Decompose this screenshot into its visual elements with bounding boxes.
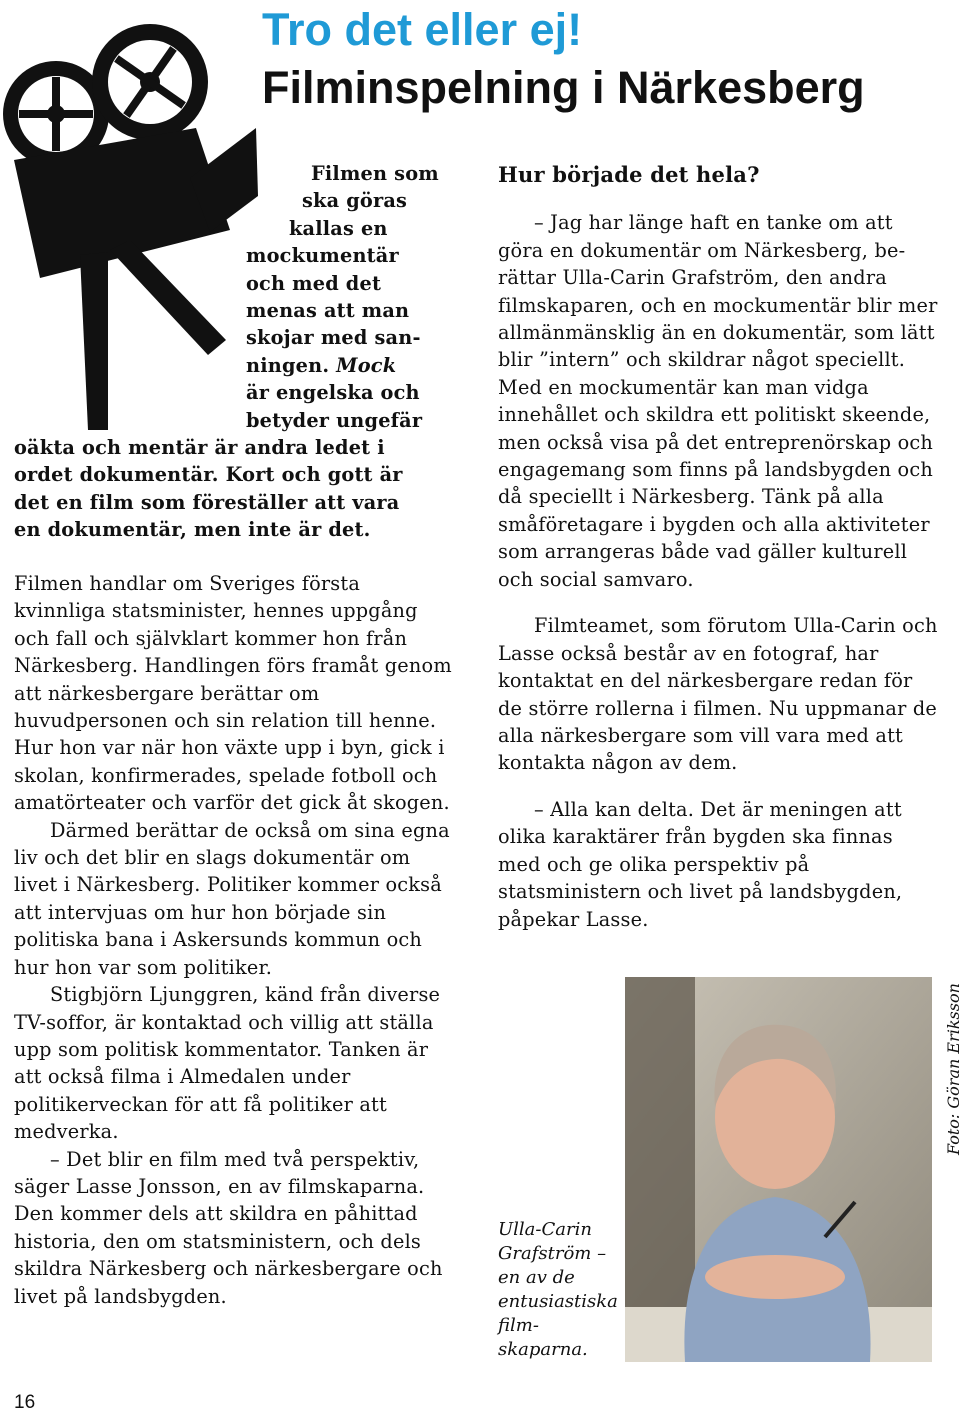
body-paragraph: – Alla kan delta. Det är meningen att olika karaktärer från bygden ska finnas med och ge olika perspektiv på statsministern och livet på landsbygden, påpekar Lasse. <box>498 798 903 931</box>
left-column-body <box>14 570 454 1310</box>
intro-paragraph <box>14 160 454 544</box>
intro-line: kallas en <box>289 216 388 240</box>
page-number: 16 <box>14 1392 36 1413</box>
intro-line-text: ningen. <box>246 353 337 377</box>
headline-title: Filminspelning i Närkesberg <box>262 62 865 113</box>
intro-line: ordet dokumentär. Kort och gott är <box>14 463 403 487</box>
photo-credit: Foto: Göran Eriksson <box>944 983 963 1155</box>
intro-line: ska göras <box>302 189 408 213</box>
mock-word: Mock <box>336 353 397 377</box>
intro-line: oäkta och mentär är andra ledet i <box>14 436 385 460</box>
right-film-reel <box>92 24 208 140</box>
intro-line: skojar med san- <box>246 326 421 350</box>
body-paragraph: – Det blir en film med två perspektiv, säger Lasse Jonsson, en av filmskaparna. Den kommer dels att skildra en påhittad historia, den om statsministern, och dels skildra Närkesberg och närkesbergare och livet på landsbygden. <box>14 1147 443 1308</box>
body-paragraph: Därmed berättar de också om sina egna liv och det blir en slags dokumentär om livet i Närkesberg. Politiker kommer också att intervjuas om hur hon började sin politiska bana i Askersunds kommun och hur hon var som politiker. <box>14 818 450 979</box>
intro-line: en dokumentär, men inte är det. <box>14 518 371 542</box>
right-column-body <box>498 160 938 952</box>
portrait-photo <box>625 977 932 1362</box>
body-paragraph: Filmen handlar om Sveriges första kvinnliga statsminister, hennes uppgång och fall och självklart kommer hon från Närkesberg. Handlingen förs framåt genom att närkesbergare berättar om huvudpersonen och sin relation till henne. Hur hon var när hon växte upp i byn, gick i skolan, konfirmerades, spelade fotboll och amatörteater och varför det gick åt skogen. <box>14 572 452 815</box>
intro-line: mockumentär <box>246 244 399 268</box>
subheading: Hur började det hela? <box>498 162 760 187</box>
intro-line: betyder ungefär <box>246 408 423 432</box>
photo-caption: Ulla-Carin Grafström – en av de entusiastiska filmskaparna. <box>498 1219 618 1360</box>
intro-line: Filmen som <box>311 162 439 185</box>
intro-line: menas att man <box>246 299 410 323</box>
body-paragraph: – Jag har länge haft en tanke om att göra en dokumentär om Närkesberg, berättar Ulla-Carin Grafström, den andra filmskaparen, och en mockumentär blir mer allmänmänsklig än en dokumentär, som lätt blir ”intern” och skildrar något speciellt. Med en mockumentär kan man vidga innehållet och skildra ett politiskt skeende, men också visa på det entreprenörskap och engagemang som finns på landsbygden och då speciellt i Närkesberg. Tänk på alla småföretagare i bygden och alla aktiviteter som arrangeras både vad gäller kulturell och social samvaro. <box>498 211 938 591</box>
intro-line: är engelska och <box>246 381 420 405</box>
body-paragraph: Stigbjörn Ljunggren, känd från diverse TV-soffor, är kontaktad och villig att ställa upp som politisk kommentator. Tanken är att också filma i Almedalen under politikerveckan för att få politiker att medverka. <box>14 983 441 1144</box>
headline-kicker: Tro det eller ej! <box>262 4 583 55</box>
intro-line: det en film som föreställer att vara <box>14 490 400 514</box>
body-paragraph: Filmteamet, som förutom Ulla-Carin och Lasse också består av en fotograf, har kontaktat en del närkesbergare redan för de större rollerna i filmen. Nu uppmanar de alla närkesbergare som vill vara med att kontakta någon av dem. <box>498 614 938 775</box>
intro-line: och med det <box>246 271 382 295</box>
intro-line <box>14 352 454 379</box>
